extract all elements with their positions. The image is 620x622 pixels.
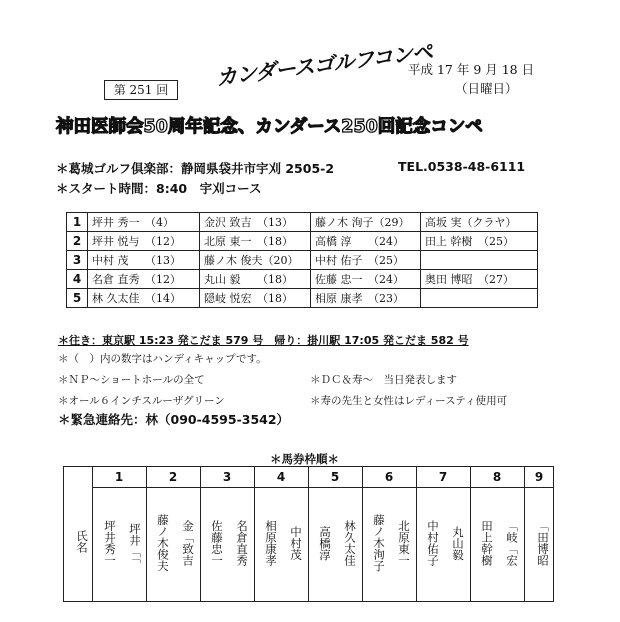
player-cell: 藤ノ木 洵子（29） — [311, 213, 421, 232]
bracket-name: 金「致吉 — [181, 520, 195, 566]
start-time: ＊スタート時間：8:40 宇刈コース — [56, 181, 262, 196]
bracket-name: 佐藤忠一 — [210, 520, 224, 566]
group-number: 4 — [67, 270, 88, 289]
event-logo: カンダースゴルフコンペ — [214, 39, 434, 91]
table-row — [67, 213, 538, 232]
event-date: 平成 17 年 9 月 18 日 — [408, 62, 535, 77]
bracket-name: 相原康孝 — [264, 520, 278, 566]
bracket-name: 中村茂 — [289, 525, 303, 561]
player-cell — [421, 289, 538, 308]
bracket-number: 3 — [222, 470, 232, 484]
group-number: 1 — [67, 213, 88, 232]
bracket-name: 坪井「「 — [128, 522, 142, 564]
player-cell: 北原 東一 （18） — [200, 232, 311, 251]
bracket-name: 北原東一 — [397, 520, 411, 566]
bracket-number: 4 — [276, 470, 286, 484]
bracket-name: 高橋淳 — [318, 525, 332, 561]
group-number: 5 — [67, 289, 88, 308]
group-number: 3 — [67, 251, 88, 270]
bracket-name: 「岐「宏 — [505, 520, 519, 566]
venue-info: ＊葛城ゴルフ倶楽部：静岡県袋井市宇刈 2505-2 — [56, 161, 335, 176]
bracket-number: 5 — [330, 470, 340, 484]
player-cell: 佐藤 忠一 （24） — [311, 270, 421, 289]
bracket-name: 田上幹樹 — [480, 520, 494, 566]
player-cell: 相原 康孝 （23） — [311, 289, 421, 308]
bracket-number: 1 — [114, 470, 124, 484]
player-cell: 田上 幹樹 （25） — [421, 232, 538, 251]
bracket-grid — [63, 466, 554, 602]
player-cell: 高橋 淳 （24） — [311, 232, 421, 251]
grid-divider — [92, 487, 553, 488]
bracket-number: 9 — [534, 470, 544, 484]
venue-tel: TEL.0538-48-6111 — [398, 159, 526, 174]
bracket-number: 6 — [384, 470, 394, 484]
player-cell — [421, 251, 538, 270]
bracket-number: 2 — [168, 470, 178, 484]
pairings-table — [66, 212, 538, 308]
bracket-name: 名倉直秀 — [235, 520, 249, 566]
bracket-name: 藤ノ木俊夫 — [156, 514, 170, 572]
bracket-name: 丸山毅 — [451, 525, 465, 561]
bracket-number: 7 — [438, 470, 448, 484]
table-row — [67, 251, 538, 270]
player-cell: 坪井 秀一 （4） — [88, 213, 200, 232]
table-row — [67, 232, 538, 251]
dc-note: ＊ＤＣ＆寿～ 当日発表します — [310, 374, 457, 386]
bracket-title: ＊馬券枠順＊ — [270, 452, 339, 466]
np-note: ＊ＮＰ～ショートホールの全て — [58, 374, 205, 386]
player-cell: 金沢 致吉 （13） — [200, 213, 311, 232]
bracket-name: 林久太佳 — [343, 520, 357, 566]
player-cell: 坪井 悦与 （12） — [88, 232, 200, 251]
table-row — [67, 289, 538, 308]
player-cell: 丸山 毅 （18） — [200, 270, 311, 289]
event-weekday: （日曜日） — [455, 81, 518, 96]
player-cell: 奥田 博昭 （27） — [421, 270, 538, 289]
player-cell: 林 久太佳 （14） — [88, 289, 200, 308]
table-row — [67, 270, 538, 289]
emergency-contact: ＊緊急連絡先：林（090-4595-3542） — [58, 412, 290, 427]
page-title: 神田医師会50周年記念、カンダース250回記念コンペ — [56, 117, 483, 137]
row-label: 氏名 — [75, 529, 89, 553]
ladies-tee-note: ＊寿の先生と女性はレディースティ使用可 — [310, 395, 508, 407]
round-label: 第 251 回 — [104, 80, 178, 100]
transport-info: ＊往き：東京駅 15:23 発こだま 579 号 帰り：掛川駅 17:05 発こだま 582 号 — [58, 334, 469, 347]
bracket-name: 中村佑子 — [426, 520, 440, 566]
player-cell: 名倉 直秀 （12） — [88, 270, 200, 289]
player-cell: 中村 佑子 （25） — [311, 251, 421, 270]
bracket-number: 8 — [492, 470, 502, 484]
handicap-note: ＊（ ）内の数字はハンディキャップです。 — [58, 353, 267, 365]
player-cell: 高坂 実（クラヤ） — [421, 213, 538, 232]
player-cell: 藤ノ木 俊夫（20） — [200, 251, 311, 270]
bracket-name: 「田博昭 — [536, 520, 550, 566]
player-cell: 中村 茂 （13） — [88, 251, 200, 270]
group-number: 2 — [67, 232, 88, 251]
green-note: ＊オール６インチスルーザグリーン — [58, 395, 225, 407]
bracket-name: 藤ノ木洵子 — [372, 514, 386, 572]
bracket-name: 坪井秀一 — [103, 520, 117, 566]
player-cell: 隠岐 悦宏 （18） — [200, 289, 311, 308]
